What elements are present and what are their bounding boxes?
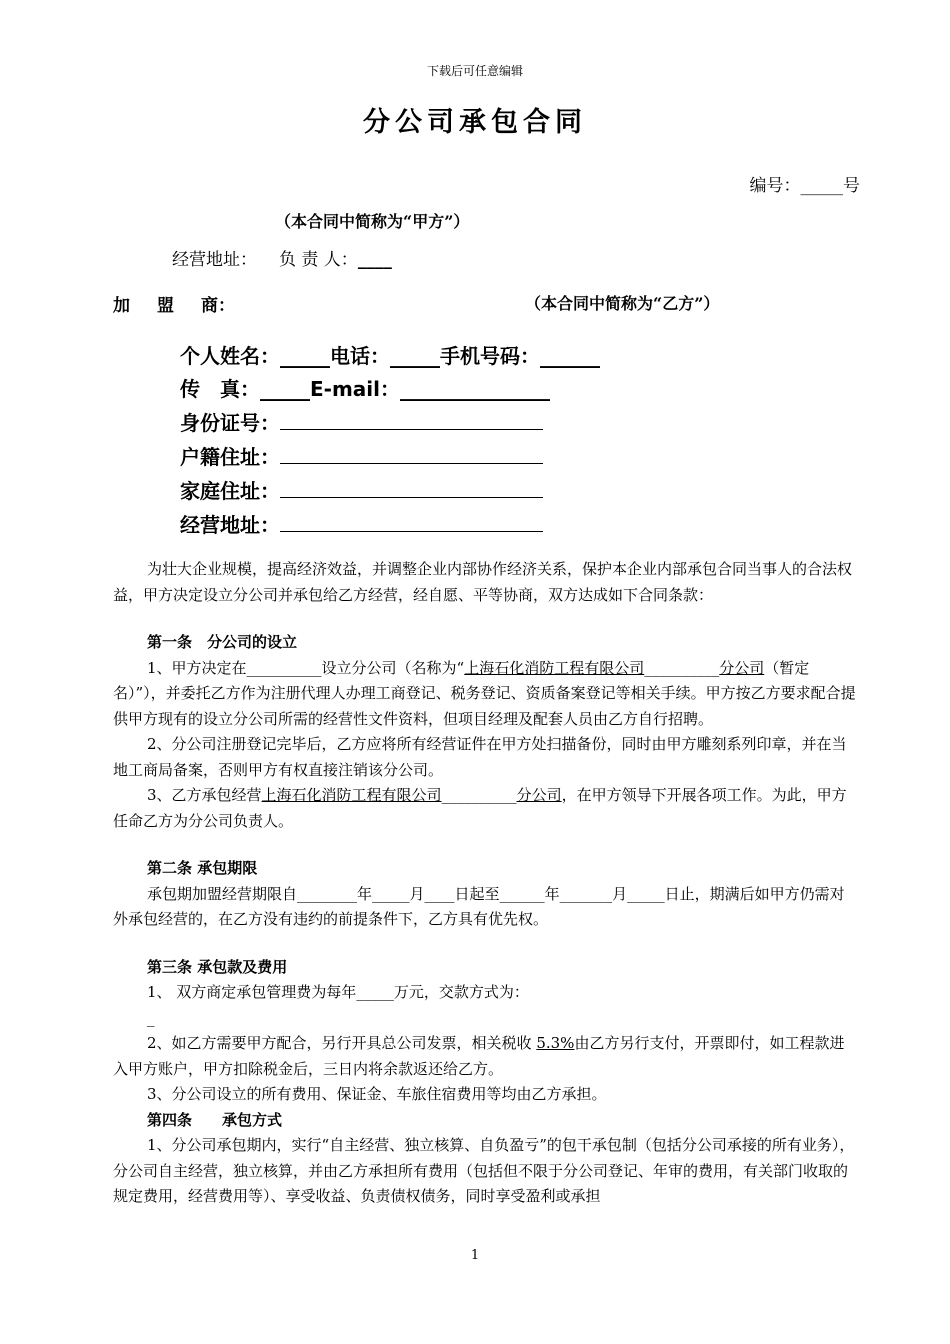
article-3-clause-3: 3、分公司设立的所有费用、保证金、车旅住宿费用等均由乙方承担。 xyxy=(147,1085,607,1103)
personal-fax-line xyxy=(180,373,550,402)
phone-blank: _____ xyxy=(390,344,440,368)
party-a-alias: （本合同中简称为“甲方”） xyxy=(275,212,470,231)
article-3-clause-2: 2、如乙方需要甲方配合，另行开具总公司发票，相关税收 5.3%由乙方另行支付，开票即付，如工程款进入甲方账户，甲方扣除税金后，三日内将余款返还给乙方。 xyxy=(113,1034,845,1078)
email-blank: _______________ xyxy=(400,377,551,401)
article-3-payment-line: _ xyxy=(147,1008,155,1027)
business-address-blank xyxy=(280,513,543,532)
intro-paragraph: 为壮大企业规模，提高经济效益，并调整企业内部协作经济关系，保护本企业内部承包合同当事人的合法权益，甲方决定设立分公司并承包给乙方经营，经自愿、平等协商，双方达成如下合同条款： xyxy=(113,560,853,604)
article-1-clause-2: 2、分公司注册登记完毕后，乙方应将所有经营证件在甲方处扫描备份，同时由甲方雕刻系列印章，并在当地工商局备案，否则甲方有权直接注销该分公司。 xyxy=(113,735,847,779)
contract-number-suffix: 号 xyxy=(843,176,860,196)
article-4-clause-1: 1、分公司承包期内，实行“自主经营、独立核算、自负盈亏”的包干承包制（包括分公司承接的所有业务），分公司自主经营，独立核算，并由乙方承担所有费用（包括但不限于分公司登记、年审的费用，有关部门收取的规定费用，经营费用等）、享受收益、负责债权债务，同时享受盈利或承担 xyxy=(113,1136,855,1205)
party-b-label-char: 商： xyxy=(201,296,235,316)
phone-label: 电话： xyxy=(330,344,390,368)
contract-title: 分公司承包合同 xyxy=(363,107,587,138)
company-name: 上海石化消防工程有限公司 xyxy=(464,658,645,677)
article-3-heading: 第三条 承包款及费用 xyxy=(147,957,288,976)
article-4-heading: 第四条 承包方式 xyxy=(147,1110,283,1129)
id-number-line xyxy=(180,407,543,436)
party-b-alias: （本合同中简称为“乙方”） xyxy=(525,294,720,313)
contract-number xyxy=(750,171,861,196)
article-1-clause-3: 3、乙方承包经营上海石化消防工程有限公司__________分公司，在甲方领导下开展各项工作。为此，甲方任命乙方为分公司负责人。 xyxy=(113,786,847,830)
article-2-heading: 第二条 承包期限 xyxy=(147,859,258,877)
party-a-address-label: 经营地址： xyxy=(172,250,257,270)
id-number-label: 身份证号： xyxy=(180,411,280,435)
article-1-clause-1: 1、甲方决定在__________设立分公司（名称为“上海石化消防工程有限公司__________分公司（暂定名）”），并委托乙方作为注册代理人办理工商登记、税务登记、资质备案登记等相关手续。甲方按乙方要求配合提供甲方现有的设立分公司所需的经营性文件资料，但项目经理及配套人员由乙方自行招聘。 xyxy=(113,658,856,728)
party-a-address-line xyxy=(172,245,392,270)
home-address-line xyxy=(180,475,543,504)
name-label: 个人姓名： xyxy=(180,344,280,368)
party-b-label xyxy=(113,291,235,316)
party-b-label-char: 盟 xyxy=(157,296,174,316)
tax-rate: 5.3% xyxy=(536,1034,575,1052)
id-number-blank xyxy=(280,411,543,430)
personal-name-line xyxy=(180,340,600,369)
hukou-address-line xyxy=(180,441,543,470)
email-label: E-mail： xyxy=(310,377,401,401)
article-2-clause: 承包期加盟经营期限自________年_____月____日起至______年_______月_____日止，期满后如甲方仍需对外承包经营的，在乙方没有违约的前提条件下，乙方具有优先权。 xyxy=(113,884,845,928)
fax-label: 传 真： xyxy=(180,377,260,401)
home-address-blank xyxy=(280,479,543,498)
party-a-manager-blank: ____ xyxy=(357,250,392,270)
home-address-label: 家庭住址： xyxy=(180,479,280,503)
hukou-address-label: 户籍住址： xyxy=(180,445,280,469)
business-address-line xyxy=(180,509,543,538)
contract-body xyxy=(113,557,858,1210)
name-blank: _____ xyxy=(280,344,330,368)
contract-number-blank: _____ xyxy=(800,176,843,196)
fax-blank: _____ xyxy=(260,377,310,401)
business-address-label: 经营地址： xyxy=(180,513,280,537)
contract-number-label: 编号： xyxy=(749,176,801,196)
article-3-clause-1: 1、 双方商定承包管理费为每年_____万元，交款方式为： xyxy=(147,983,529,1001)
header-watermark: 下载后可任意编辑 xyxy=(426,64,523,78)
mobile-label: 手机号码： xyxy=(440,344,540,368)
party-b-label-char: 加 xyxy=(113,296,130,316)
company-name: 上海石化消防工程有限公司 xyxy=(261,786,442,804)
article-1-heading: 第一条 分公司的设立 xyxy=(147,633,298,651)
mobile-blank: ______ xyxy=(540,344,600,368)
page-number: 1 xyxy=(470,1248,480,1263)
hukou-address-blank xyxy=(280,445,543,464)
party-a-manager-label: 负 责 人： xyxy=(279,250,358,270)
